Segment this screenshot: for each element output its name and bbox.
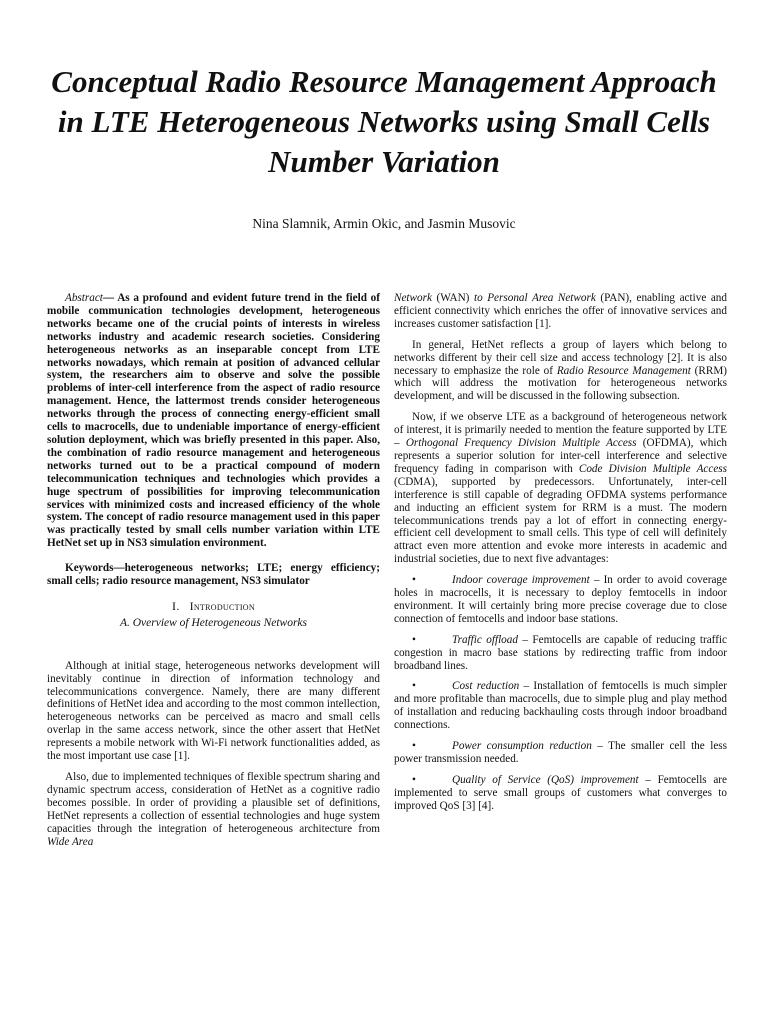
section-heading: [47, 600, 380, 613]
bullet-symbol: •: [412, 633, 416, 646]
term-cdma: Code Division Multiple Access: [578, 462, 728, 475]
bullet-item: [394, 634, 727, 673]
abstract: [47, 292, 380, 550]
section-number: I.: [172, 598, 180, 613]
term-rrm: Radio Resource Management: [556, 364, 691, 377]
term-pan: to Personal Area Network: [473, 292, 596, 304]
section-title: Introduction: [189, 598, 255, 613]
title-line-3: Number Variation: [268, 144, 500, 179]
bullet-term: Indoor coverage improvement: [452, 574, 590, 587]
right-column: [394, 292, 727, 821]
rp3-text-2: (OFDMA), which represents a superior solution for inter-cell interference and selective frequency fading in comparison with: [394, 437, 728, 475]
bullet-text: – In order to avoid coverage holes in macrocells, it is necessary to deploy femtocells in indoor environment. It will certainly bring more precise coverage due to close connection of femtocells and indoor base stations.: [394, 574, 727, 625]
bullet-text: – Femtocells are capable of reducing traffic congestion in macro base stations by redirecting traffic from indoor broadband lines.: [394, 633, 727, 672]
rp2-text-1: In general, HetNet reflects a group of layers which belong to networks different by their cell size and access technology [2]. It is also necessary to emphasize the role of: [394, 338, 727, 377]
rp1-text-2: (PAN), enabling active and efficient connectivity which enriches the offer of innovative services and increases customer satisfaction [1].: [394, 292, 727, 330]
bullet-symbol: •: [412, 574, 416, 587]
left-column: [47, 292, 380, 856]
right-paragraph-3: [394, 411, 727, 566]
paper-title: [30, 62, 738, 182]
bullet-text: – Femtocells are implemented to serve small groups of customers what converges to improved QoS [3] [4].: [394, 773, 727, 812]
title-line-1: Conceptual Radio Resource Management Approach: [51, 64, 717, 99]
rp3-text-3: (CDMA), supported by predecessors. Unfortunately, inter-cell interference is still capable of degrading OFDMA systems performance and inducting an efficient system for RRM is a must. The modern telecommunications trends pay a lot of effort in connecting energy-efficient cell development to small cells. This type of cell will definitely attract even more attention and evoke more interests in academic and industrial societies, due to next five advantages:: [394, 475, 727, 566]
bullet-symbol: •: [412, 740, 416, 753]
bullet-item: [394, 774, 727, 813]
right-paragraph-1: [394, 292, 727, 331]
subsection-heading: A. Overview of Heterogeneous Networks: [119, 616, 308, 629]
rp3-text-1: Now, if we observe LTE as a background of heterogeneous network of interest, it is primarily needed to mention the feature supported by LTE –: [394, 411, 727, 450]
intro-paragraph-2: [47, 771, 380, 848]
intro-paragraph-1: Although at initial stage, heterogeneous networks development will inevitably continue in direction of information technology and telecommunications convergence. Namely, there are many different definitions of HetNet idea and according to the most common intellection, heterogeneous networks can be perceived as macro and small cells overlap in the same access network, since the other assert that HetNet represents a mobile network with Wi-Fi network functionalities added, as the most important use case [1].: [47, 659, 380, 763]
intro-paragraph-2-text: Also, due to implemented techniques of flexible spectrum sharing and dynamic spectrum access, consideration of HetNet as a cognitive radio becomes possible. In order of providing a plausible set of definitions, HetNet represents a collection of essential technologies and huge system capacities through the integration of heterogeneous architecture from: [47, 771, 380, 835]
bullet-term: Cost reduction: [452, 680, 520, 693]
bullet-symbol: •: [412, 680, 416, 693]
bullet-item: [394, 574, 727, 626]
intro-paragraph-2-italic: Wide Area: [47, 835, 94, 848]
keywords: Keywords—heterogeneous networks; LTE; energy efficiency; small cells; radio resource management, NS3 simulator: [47, 562, 380, 588]
bullet-text: – The smaller cell the less power transmission needed.: [394, 740, 727, 765]
term-ofdma: Orthogonal Frequency Division Multiple Access: [405, 437, 637, 450]
bullet-item: [394, 680, 727, 732]
bullet-text: – Installation of femtocells is much simpler and more profitable than macrocells, due to simple plug and play method of installation and reducing backhauling costs through indoor broadband connections.: [394, 680, 727, 732]
title-line-2: in LTE Heterogeneous Networks using Small Cells: [57, 104, 711, 139]
author-list: Nina Slamnik, Armin Okic, and Jasmin Musovic: [252, 216, 516, 231]
bullet-item: [394, 740, 727, 766]
bullet-term: Quality of Service (QoS) improvement: [452, 773, 639, 786]
abstract-text: — As a profound and evident future trend in the field of mobile communication technologies development, heterogeneous networks became one of the crucial points of interests in wireless networks industry and academic research societies. Considering heterogeneous networks as an inseparable concept from LTE networks nowadays, which remain at position of advanced cellular system, the researchers aim to observe and solve the possible problems of inter-cell interference from the aspect of radio resource management. Hence, the lattermost trends consider heterogeneous networks through the process of connecting energy-efficient small cells to macrocells, due to undeniable importance of energy-efficient solution deployment, which was briefly presented in this paper. Also, the combination of radio resource management and heterogeneous networks turned out to be a practical compound of modern telecommunication techniques and technologies which provides a huge spectrum of possibilities for improving telecommunication services with minimized costs and increased efficiency of the whole system. The concept of radio resource management used in this paper was practically tested by small cells number variation within LTE HetNet set up in NS3 simulation environment.: [47, 292, 380, 550]
right-paragraph-2: [394, 339, 727, 404]
rp1-text-1: (WAN): [431, 292, 474, 304]
term-wan: Network: [394, 292, 432, 304]
bullet-symbol: •: [412, 773, 416, 786]
bullet-term: Traffic offload: [452, 633, 518, 646]
rp2-text-2: (RRM) which will address the motivation for heterogeneous networks development, and will be discussed in the following subsection.: [394, 364, 728, 403]
bullet-term: Power consumption reduction: [452, 740, 592, 753]
abstract-label: Abstract: [65, 292, 103, 304]
